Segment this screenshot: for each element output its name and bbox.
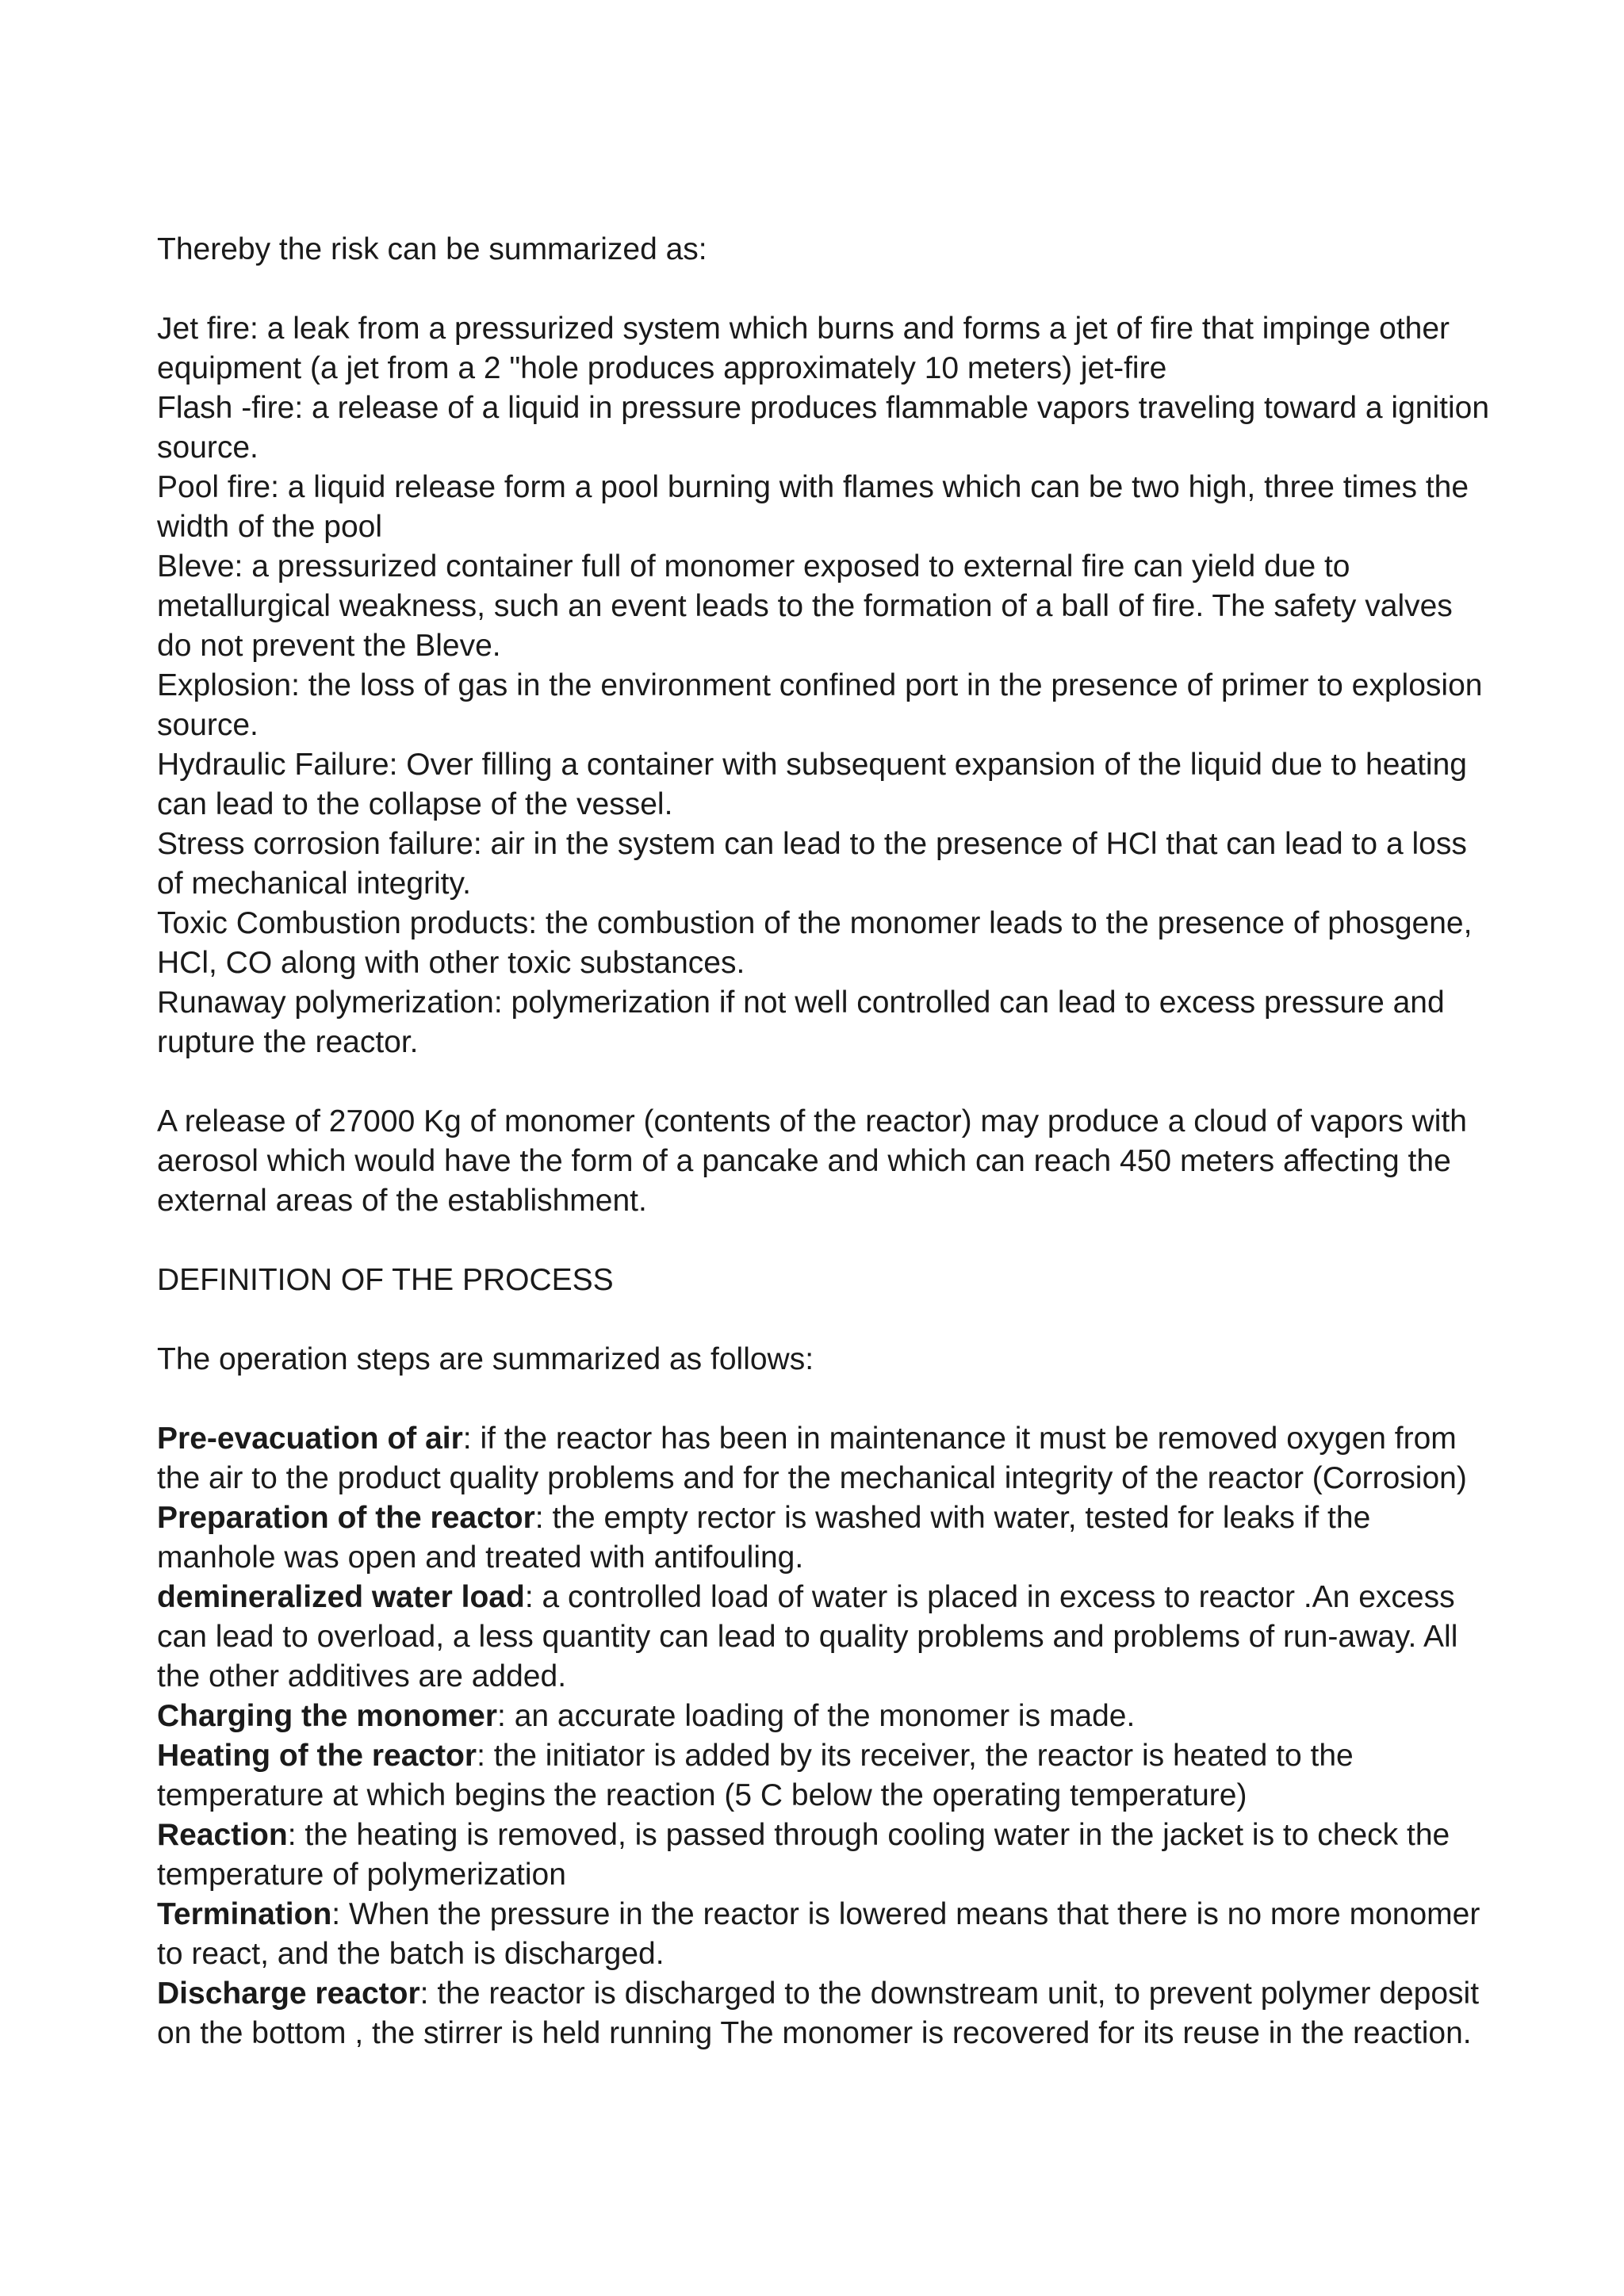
risk-item-bleve: Bleve: a pressurized container full of monomer exposed to external fire can yield due to metallurgical weakness, such an event leads to the formation of a ball of fire. The safety valves do not prevent the Bleve.: [157, 549, 1453, 663]
step-term: Preparation of the reactor: [157, 1501, 535, 1535]
step-item-pre-evacuation: [157, 1419, 1489, 1498]
spacer: [157, 1221, 1489, 1261]
page-content: [157, 230, 1489, 2053]
step-text: : the heating is removed, is passed through cooling water in the jacket is to check the temperature of polymerization: [157, 1818, 1450, 1892]
step-term: Reaction: [157, 1818, 288, 1852]
steps-intro: The operation steps are summarized as follows:: [157, 1342, 814, 1376]
step-term: Pre-evacuation of air: [157, 1422, 463, 1456]
step-text: : a controlled load of water is placed in excess to reactor .An excess can lead to overload, a less quantity can lead to quality problems and problems of run-away. All the other additives are added.: [157, 1580, 1458, 1693]
step-term: Heating of the reactor: [157, 1739, 477, 1773]
risk-item-pool-fire: Pool fire: a liquid release form a pool burning with flames which can be two high, three times the width of the pool: [157, 470, 1469, 544]
risk-item-explosion: Explosion: the loss of gas in the environment confined port in the presence of primer to explosion source.: [157, 668, 1483, 742]
step-item-reaction: [157, 1816, 1489, 1895]
step-item-preparation: [157, 1498, 1489, 1578]
spacer: [157, 1300, 1489, 1340]
spacer: [157, 270, 1489, 309]
steps-list: [157, 1419, 1489, 2053]
step-term: Charging the monomer: [157, 1699, 498, 1733]
risk-list: [157, 309, 1489, 1062]
section-heading: DEFINITION OF THE PROCESS: [157, 1263, 614, 1297]
risk-item-runaway-polymerization: Runaway polymerization: polymerization if not well controlled can lead to excess pressure and rupture the reactor.: [157, 985, 1445, 1059]
risk-item-jet-fire: Jet fire: a leak from a pressurized system which burns and forms a jet of fire that impinge other equipment (a jet from a 2 "hole produces approximately 10 meters) jet-fire: [157, 312, 1450, 385]
step-text: : if the reactor has been in maintenance it must be removed oxygen from the air to the product quality problems and for the mechanical integrity of the reactor (Corrosion): [157, 1422, 1467, 1495]
step-item-charging-monomer: [157, 1697, 1489, 1736]
risk-item-stress-corrosion: Stress corrosion failure: air in the system can lead to the presence of HCl that can lead to a loss of mechanical integrity.: [157, 827, 1467, 901]
step-item-water-load: [157, 1578, 1489, 1697]
step-text: : the empty rector is washed with water, tested for leaks if the manhole was open and treated with antifouling.: [157, 1501, 1371, 1575]
step-item-heating: [157, 1736, 1489, 1816]
spacer: [157, 1380, 1489, 1419]
risk-item-flash-fire: Flash -fire: a release of a liquid in pressure produces flammable vapors traveling toward a ignition source.: [157, 391, 1490, 465]
risk-intro: Thereby the risk can be summarized as:: [157, 232, 707, 266]
spacer: [157, 1062, 1489, 1102]
release-paragraph: A release of 27000 Kg of monomer (contents of the reactor) may produce a cloud of vapors with aerosol which would have the form of a pancake and which can reach 450 meters affecting the external areas of the establishment.: [157, 1104, 1467, 1218]
step-text: : an accurate loading of the monomer is made.: [497, 1699, 1136, 1733]
step-term: Discharge reactor: [157, 1976, 420, 2011]
risk-item-hydraulic-failure: Hydraulic Failure: Over filling a container with subsequent expansion of the liquid due to heating can lead to the collapse of the vessel.: [157, 748, 1467, 821]
risk-item-toxic-combustion: Toxic Combustion products: the combustion of the monomer leads to the presence of phosgene, HCl, CO along with other toxic substances.: [157, 906, 1473, 980]
step-term: demineralized water load: [157, 1580, 525, 1614]
step-text: : the initiator is added by its receiver, the reactor is heated to the temperature at which begins the reaction (5 C below the operating temperature): [157, 1739, 1354, 1812]
step-text: : When the pressure in the reactor is lowered means that there is no more monomer to react, and the batch is discharged.: [157, 1897, 1480, 1971]
step-item-termination: [157, 1895, 1489, 1974]
step-item-discharge: [157, 1974, 1489, 2053]
step-text: : the reactor is discharged to the downstream unit, to prevent polymer deposit on the bottom , the stirrer is held running The monomer is recovered for its reuse in the reaction.: [157, 1976, 1480, 2050]
step-term: Termination: [157, 1897, 332, 1931]
